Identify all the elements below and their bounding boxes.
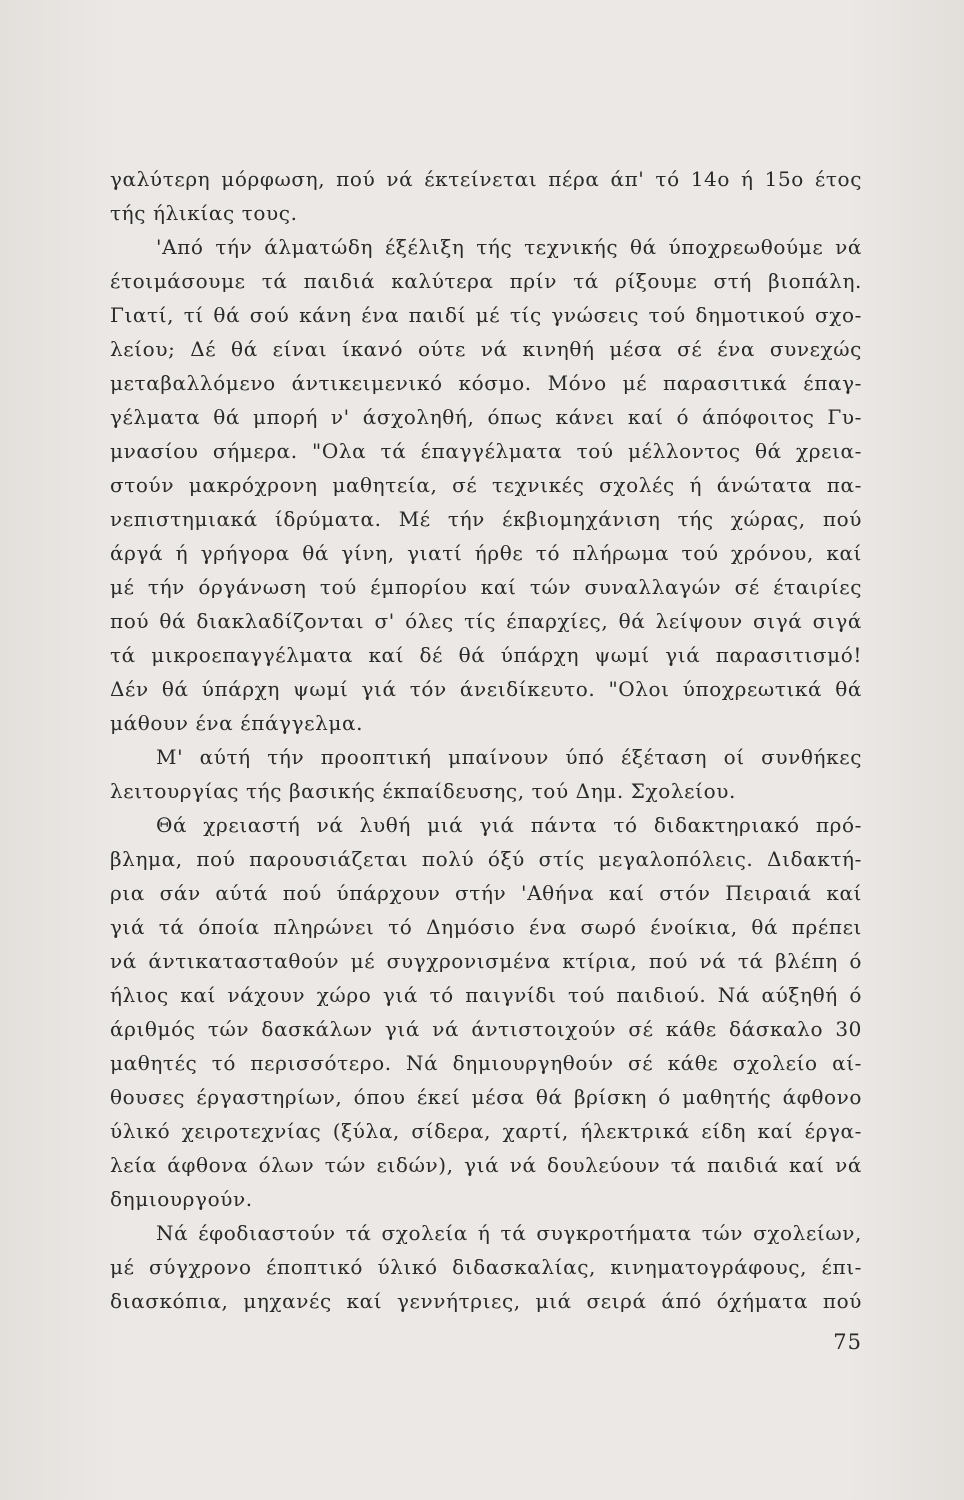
text-line: τά μικροεπαγγέλματα καί δέ θά ύπάρχη ψωμί γιά παρασιτισμό! — [110, 643, 862, 667]
text-line: μεταβαλλόμενο άντικειμενικό κόσμο. Μόνο μέ παρασιτικά έπαγ- — [110, 371, 862, 395]
text-line: ρια σάν αύτά πού ύπάρχουν στήν 'Αθήνα καί στόν Πειραιά καί — [110, 881, 862, 905]
text-line: θουσες έργαστηρίων, όπου έκεί μέσα θά βρίσκη ό μαθητής άφθονο — [110, 1085, 862, 1109]
text-line: έτοιμάσουμε τά παιδιά καλύτερα πρίν τά ρίξουμε στή βιοπάλη. — [110, 269, 862, 293]
page-number: 75 — [833, 1330, 862, 1354]
text-line: 'Από τήν άλματώδη έξέλιξη τής τεχνικής θά ύποχρεωθούμε νά — [156, 235, 862, 259]
text-line: γέλματα θά μπορή ν' άσχοληθή, όπως κάνει καί ό άπόφοιτος Γυ- — [110, 405, 862, 429]
text-line: τής ήλικίας τους. — [110, 201, 298, 225]
text-line: πού θά διακλαδίζονται σ' όλες τίς έπαρχίες, θά λείψουν σιγά σιγά — [110, 609, 862, 633]
text-line: Γιατί, τί θά σού κάνη ένα παιδί μέ τίς γνώσεις τού δημοτικού σχο- — [110, 303, 862, 327]
text-line: μάθουν ένα έπάγγελμα. — [110, 711, 364, 735]
text-line: ήλιος καί νάχουν χώρο γιά τό παιγνίδι τού παιδιού. Νά αύξηθή ό — [110, 983, 862, 1007]
text-line: στούν μακρόχρονη μαθητεία, σέ τεχνικές σχολές ή άνώτατα πα- — [110, 473, 862, 497]
text-line: μνασίου σήμερα. "Ολα τά έπαγγέλματα τού μέλλοντος θά χρεια- — [110, 439, 862, 463]
text-line: μέ σύγχρονο έποπτικό ύλικό διδασκαλίας, κινηματογράφους, έπι- — [110, 1255, 862, 1279]
text-line: Μ' αύτή τήν προοπτική μπαίνουν ύπό έξέταση οί συνθήκες — [156, 745, 862, 769]
text-line: δημιουργούν. — [110, 1187, 253, 1211]
text-line: άργά ή γρήγορα θά γίνη, γιατί ήρθε τό πλήρωμα τού χρόνου, καί — [110, 541, 862, 565]
text-line: άριθμός τών δασκάλων γιά νά άντιστοιχούν σέ κάθε δάσκαλο 30 — [110, 1017, 862, 1041]
text-line: Δέν θά ύπάρχη ψωμί γιά τόν άνειδίκευτο. "Ολοι ύποχρεωτικά θά — [110, 677, 862, 701]
text-line: διασκόπια, μηχανές καί γεννήτριες, μιά σειρά άπό όχήματα πού — [110, 1289, 862, 1313]
text-line: νεπιστημιακά ίδρύματα. Μέ τήν έκβιομηχάνιση τής χώρας, πού — [110, 507, 862, 531]
text-line: βλημα, πού παρουσιάζεται πολύ όξύ στίς μεγαλοπόλεις. Διδακτή- — [110, 847, 862, 871]
text-line: λειτουργίας τής βασικής έκπαίδευσης, τού Δημ. Σχολείου. — [110, 779, 736, 803]
text-line: Θά χρειαστή νά λυθή μιά γιά πάντα τό διδακτηριακό πρό- — [156, 813, 862, 837]
text-line: ύλικό χειροτεχνίας (ξύλα, σίδερα, χαρτί, ήλεκτρικά είδη καί έργα- — [110, 1119, 862, 1143]
text-line: λείου; Δέ θά είναι ίκανό ούτε νά κινηθή μέσα σέ ένα συνεχώς — [110, 337, 862, 361]
text-line: μέ τήν όργάνωση τού έμπορίου καί τών συναλλαγών σέ έταιρίες — [110, 575, 862, 599]
text-line: νά άντικατασταθούν μέ συγχρονισμένα κτίρια, πού νά τά βλέπη ό — [110, 949, 862, 973]
text-line: μαθητές τό περισσότερο. Νά δημιουργηθούν σέ κάθε σχολείο αί- — [110, 1051, 862, 1075]
text-line: λεία άφθονα όλων τών ειδών), γιά νά δουλεύουν τά παιδιά καί νά — [110, 1153, 862, 1177]
text-line: γιά τά όποία πληρώνει τό Δημόσιο ένα σωρό ένοίκια, θά πρέπει — [110, 915, 862, 939]
text-line: Νά έφοδιαστούν τά σχολεία ή τά συγκροτήματα τών σχολείων, — [156, 1221, 862, 1245]
text-line: γαλύτερη μόρφωση, πού νά έκτείνεται πέρα άπ' τό 14ο ή 15ο έτος — [110, 167, 862, 191]
